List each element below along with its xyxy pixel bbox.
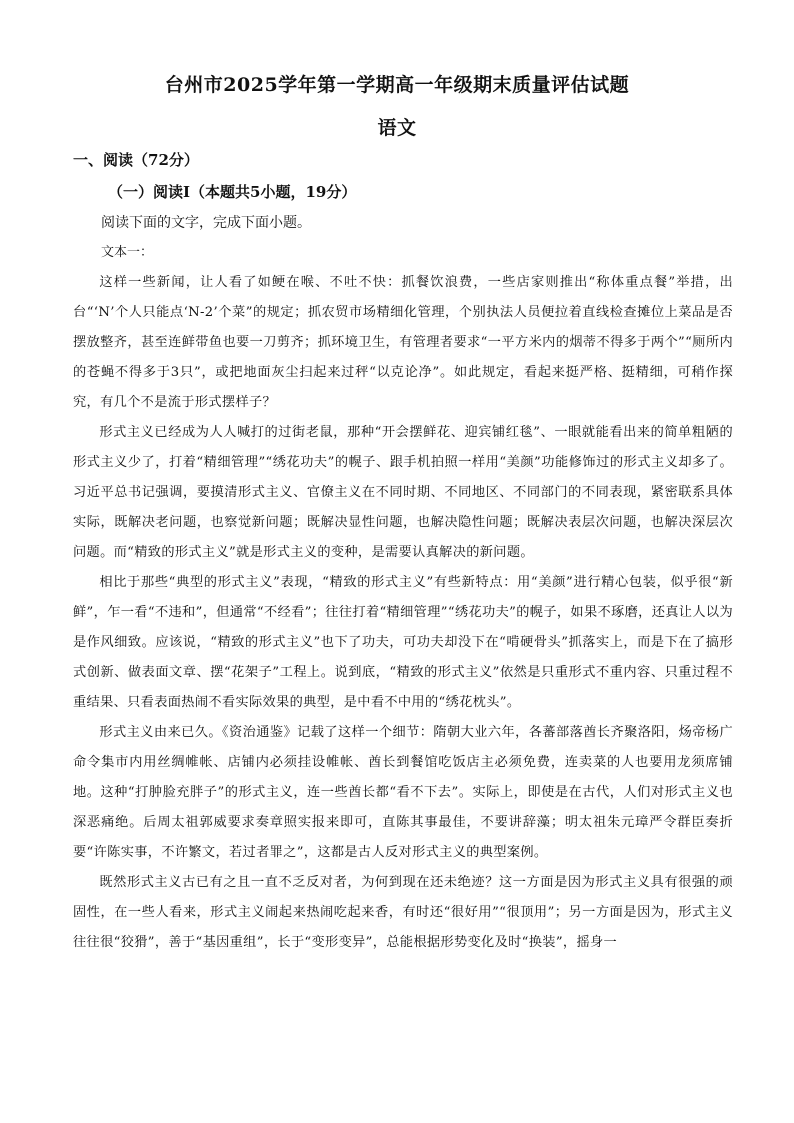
passage-paragraph: 相比于那些“典型的形式主义”表现，“精致的形式主义”有些新特点：用“美颜”进行精心包装，似乎很“新鲜”，乍一看“不违和”，但通常“不经看”；往往打着“精细管理”“绣花功夫”的幌子，如果不琢磨，还真让人以为是作风细致。应该说，“精致的形式主义”也下了功夫，可功夫却没下在“啃硬骨头”抓落实上，而是下在了搞形式创新、做表面文章、摆“花架子”工程上。说到底，“精致的形式主义”依然是只重形式不重内容、只重过程不重结果、只看表面热闹不看实际效果的典型，是中看不中用的“绣花枕头”。 xyxy=(73,575,733,710)
passage-paragraph: 这样一些新闻，让人看了如鲠在喉、不吐不快：抓餐饮浪费，一些店家则推出“称体重点餐”举措，出台“‘N’个人只能点‘N-2’个菜”的规定；抓农贸市场精细化管理，个别执法人员便拉着直线检查摊位上菜品是否摆放整齐，甚至连鲜带鱼也要一刀剪齐；抓环境卫生，有管理者要求“一平方米内的烟蒂不得多于两个”“厕所内的苍蝇不得多于3只”，或把地面灰尘扫起来过秤“以克论净”。如此规定，看起来挺严格、挺精细，可稍作探究，有几个不是流于形式摆样子？ xyxy=(73,275,733,410)
subject-title: 语文 xyxy=(377,117,417,139)
subsection-heading: （一）阅读Ⅰ（本题共5小题，19分） xyxy=(108,183,357,201)
reading-passage xyxy=(73,268,733,958)
reading-instruction: 阅读下面的文字，完成下面小题。 xyxy=(101,215,311,231)
text-one-label: 文本一： xyxy=(101,245,154,260)
passage-paragraph: 形式主义由来已久。《资治通鉴》记载了这样一个细节：隋朝大业六年，各蕃部落酋长齐聚洛阳，炀帝杨广命令集市内用丝绸帷帐、店铺内必须挂设帷帐、酋长到餐馆吃饭店主必须免费，连卖菜的人也要用龙须席铺地。这种“打肿脸充胖子”的形式主义，连一些酋长都“看不下去”。实际上，即使是在古代，人们对形式主义也深恶痛绝。后周太祖郭威要求奏章照实报来即可，直陈其事最佳，不要讲辞藻；明太祖朱元璋严令群臣奏折要“许陈实事，不许繁文，若过者罪之”，这都是古人反对形式主义的典型案例。 xyxy=(73,725,733,860)
passage-paragraph: 形式主义已经成为人人喊打的过街老鼠，那种“开会摆鲜花、迎宾铺红毯”、一眼就能看出来的简单粗陋的形式主义少了，打着“精细管理”“绣花功夫”的幌子、跟手机拍照一样用“美颜”功能修饰过的形式主义却多了。习近平总书记强调，要摸清形式主义、官僚主义在不同时期、不同地区、不同部门的不同表现，紧密联系具体实际，既解决老问题，也察觉新问题；既解决显性问题，也解决隐性问题；既解决表层次问题，也解决深层次问题。而“精致的形式主义”就是形式主义的变种，是需要认真解决的新问题。 xyxy=(73,425,733,560)
exam-title: 台州市2025学年第一学期高一年级期末质量评估试题 xyxy=(164,74,630,96)
passage-paragraph: 既然形式主义古已有之且一直不乏反对者，为何到现在还未绝迹？这一方面是因为形式主义具有很强的顽固性，在一些人看来，形式主义闹起来热闹吃起来香，有时还“很好用”“很顶用”；另一方面是因为，形式主义往往很“狡猾”，善于“基因重组”，长于“变形变异”，总能根据形势变化及时“换装”，摇身一 xyxy=(73,875,733,950)
section-heading: 一、阅读（72分） xyxy=(73,151,199,169)
